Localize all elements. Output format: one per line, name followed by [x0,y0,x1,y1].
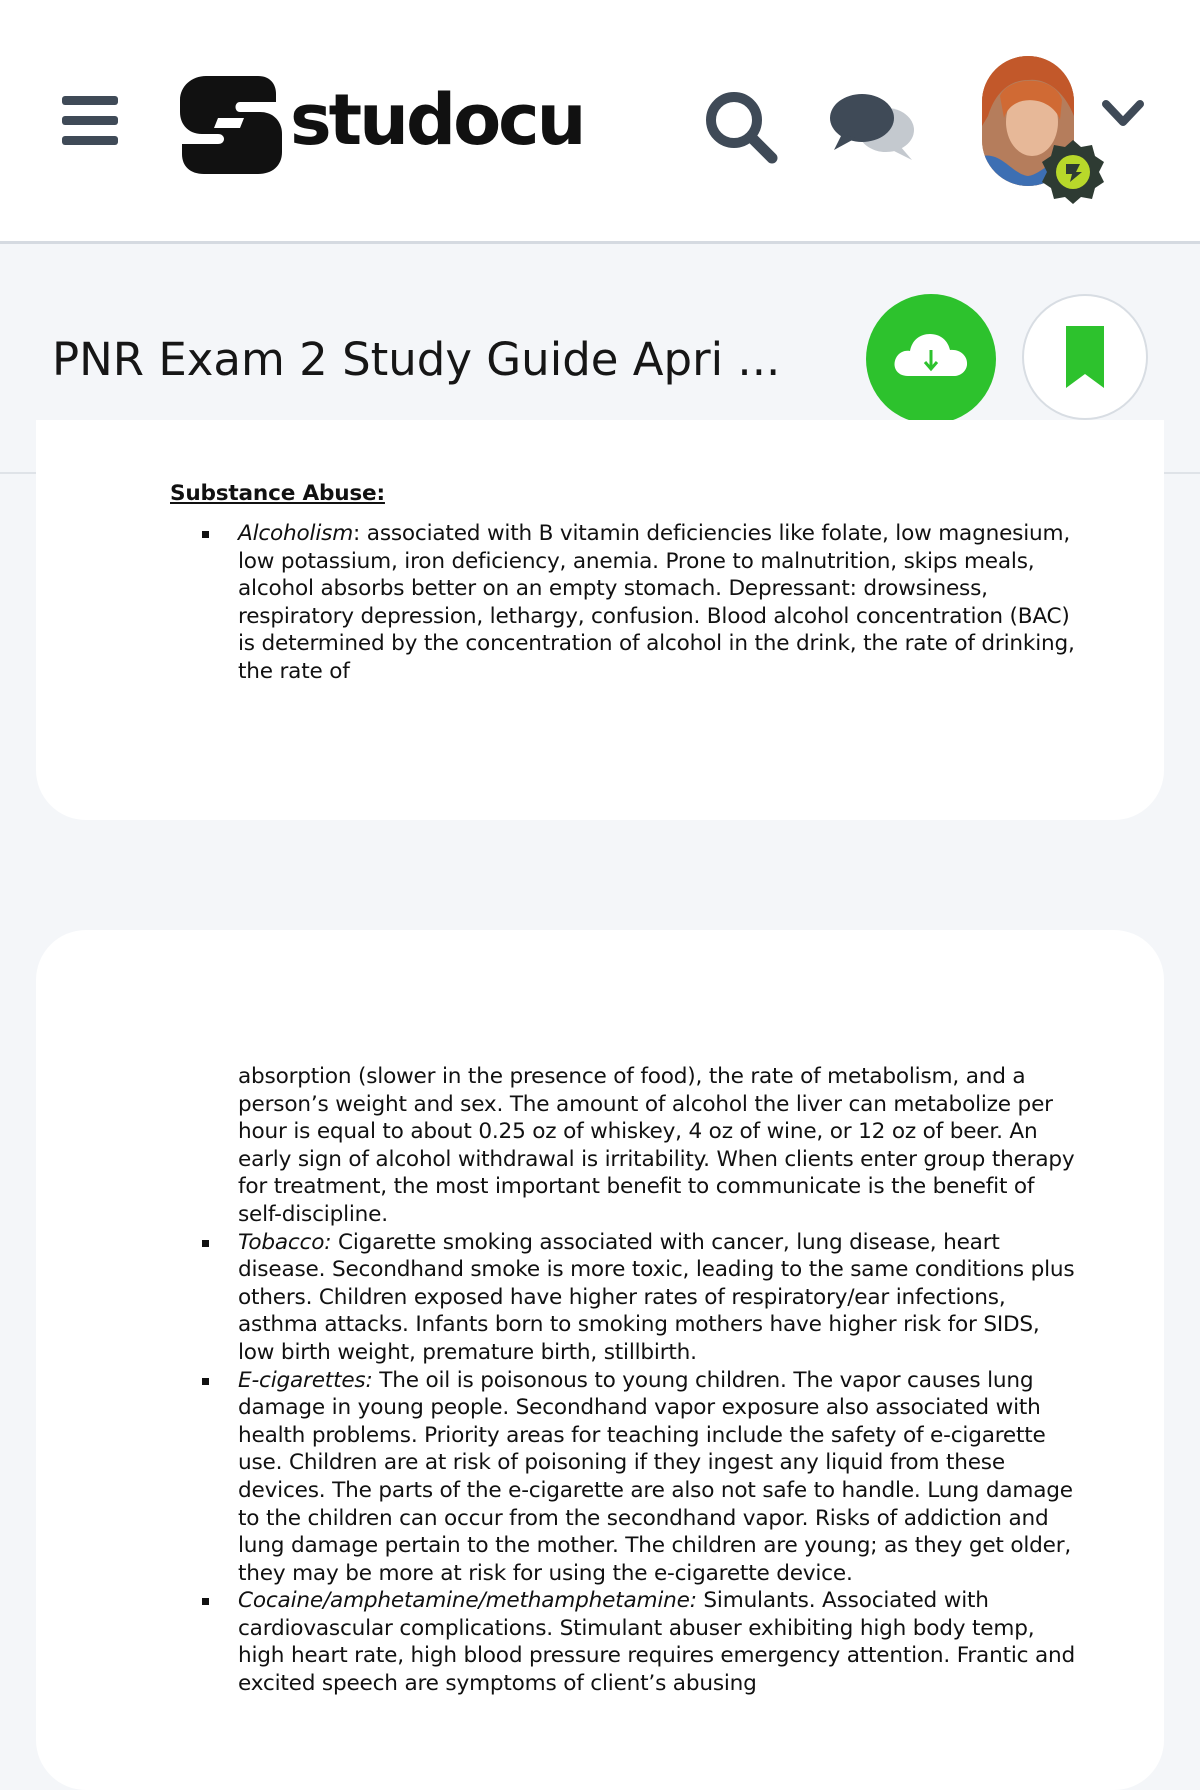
top-navigation-bar [0,0,1200,244]
list-item [36,1367,1164,1588]
chat-icon[interactable] [828,90,918,162]
item-text: Simulants. Associated with cardiovascular complications. Stimulant abuser exhibiting high body temp, high heart rate, high blood pressure requires emergency attention. Frantic and excited speech are symptoms of client’s abusing [238,1588,1076,1697]
search-icon[interactable] [702,88,780,166]
term-label: Cocaine/amphetamine/methamphetamine: [238,1588,697,1614]
bullet-marker [202,1598,209,1605]
list-item [36,520,1164,686]
studocu-logo[interactable] [178,72,598,172]
term-label: Alcoholism [238,521,354,546]
logo-text: studocu [290,79,584,161]
bullet-list [36,520,1164,686]
list-item [36,1229,1164,1367]
continuation-text: absorption (slower in the presence of food), the rate of metabolism, and a person’s weight and sex. The amount of alcohol the liver can metabolize per hour is equal to about 0.25 oz of whiskey, 4 oz of wine, or 12 oz of beer. An early sign of alcohol withdrawal is irritability. When clients enter group therapy for treatment, the most important benefit to communicate is the benefit of self-discipline. [238,1064,1075,1227]
bullet-list [36,1063,1164,1698]
chevron-down-icon [1100,96,1146,132]
menu-icon[interactable] [58,92,124,148]
item-text: : associated with B vitamin deficiencies like folate, low magnesium, low potassium, iron deficiency, anemia. Prone to malnutrition, skips meals, alcohol absorbs better on an empty stomach. Depressant: drowsiness, respiratory depression, lethargy, confusion. Blood alcohol concentration (BAC) is determined by the concentration of alcohol in the drink, the rate of drinking, the rate of [238,521,1075,684]
download-button[interactable] [866,294,996,424]
bullet-marker [202,1240,209,1247]
continued-text [36,1063,1164,1229]
list-item [36,1587,1164,1697]
document-page-1 [36,420,1164,820]
bookmark-icon [1024,296,1146,418]
studocu-logo-mark [178,72,282,176]
item-text: The oil is poisonous to young children. The vapor causes lung damage in young people. Secondhand vapor exposure also associated with health problems. Priority areas for teaching include the safety of e-cigarette use. Children are at risk of poisoning if they ingest any liquid from these devices. The parts of the e-cigarette are also not safe to handle. Lung damage to the children can occur from the secondhand vapor. Risks of addiction and lung damage pertain to the mother. The children are young; as they get older, they may be more at risk for using the e-cigarette device. [238,1367,1073,1586]
user-menu[interactable] [978,56,1146,206]
term-label: E-cigarettes: [238,1367,373,1393]
bullet-marker [202,531,209,538]
document-page-2 [36,930,1164,1790]
document-title: PNR Exam 2 Study Guide Apri ... [52,333,781,386]
item-text: Cigarette smoking associated with cancer, lung disease, heart disease. Secondhand smoke is more toxic, leading to the same conditions plus others. Children exposed have higher rates of respiratory/ear infections, asthma attacks. Infants born to smoking mothers have higher risk for SIDS, low birth weight, premature birth, stillbirth. [238,1229,1075,1365]
badge-icon [1040,138,1106,204]
bookmark-button[interactable] [1022,294,1148,420]
bullet-marker [202,1378,209,1385]
cloud-download-icon [866,294,996,424]
section-heading: Substance Abuse: [170,481,385,506]
term-label: Tobacco: [238,1229,332,1255]
